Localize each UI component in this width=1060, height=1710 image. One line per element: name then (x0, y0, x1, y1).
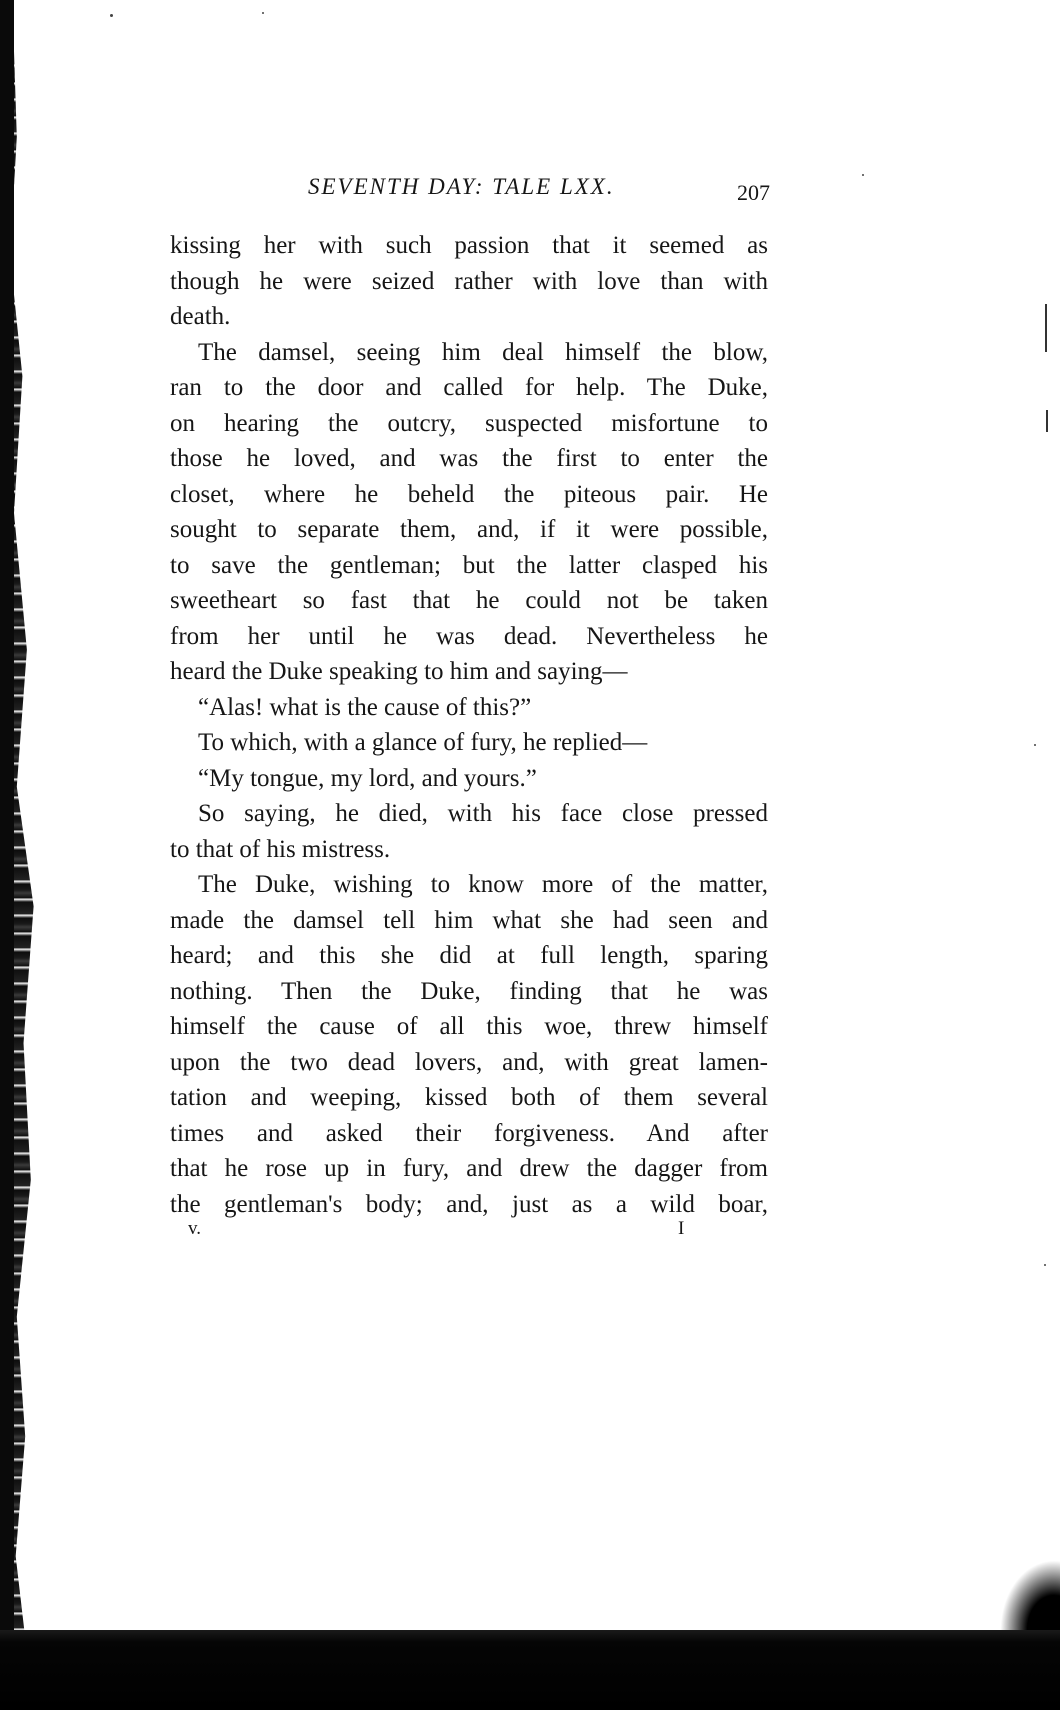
body-text (170, 228, 768, 1222)
text-line: upon the two dead lovers, and, with great lamen- (170, 1048, 768, 1076)
text-line: death. (170, 303, 231, 330)
text-line: heard; and this she did at full length, sparing (170, 942, 768, 969)
text-line: on hearing the outcry, suspected misfortune to (170, 409, 768, 437)
text-line: times and asked their forgiveness. And after (170, 1119, 768, 1147)
signature-mark: v. (188, 1218, 202, 1239)
text-line: sought to separate them, and, if it were possible, (170, 516, 768, 543)
text-line: tation and weeping, kissed both of them several (170, 1084, 768, 1111)
bottom-page-shadow (0, 1630, 1060, 1710)
text-line: though he were seized rather with love than with (170, 267, 768, 295)
text-line: that he rose up in fury, and drew the dagger from (170, 1155, 768, 1182)
dust-speck (1044, 1264, 1046, 1266)
running-title: SEVENTH DAY: TALE LXX. (308, 174, 615, 199)
text-line: sweetheart so fast that he could not be taken (170, 587, 768, 614)
text-line: kissing her with such passion that it seemed as (170, 232, 768, 259)
margin-mark (1045, 304, 1047, 352)
text-line: “My tongue, my lord, and yours.” (198, 764, 537, 792)
text-line: the gentleman's body; and, just as a wild boar, (170, 1190, 768, 1218)
dust-speck (262, 12, 264, 14)
dust-speck (1034, 744, 1036, 746)
text-line: nothing. Then the Duke, finding that he was (170, 977, 768, 1005)
dust-speck (862, 174, 864, 176)
text-line: To which, with a glance of fury, he replied— (198, 729, 648, 756)
corner-shadow (1000, 1560, 1060, 1630)
text-line: made the damsel tell him what she had seen and (170, 906, 768, 934)
signature-number: I (678, 1218, 685, 1239)
binding-gutter (0, 0, 14, 1710)
text-line: The Duke, wishing to know more of the matter, (198, 871, 768, 898)
page-number: 207 (737, 180, 770, 205)
text-line: himself the cause of all this woe, threw himself (170, 1013, 768, 1040)
text-line: closet, where he beheld the piteous pair. He (170, 480, 768, 508)
margin-mark (1046, 410, 1048, 432)
text-line: The damsel, seeing him deal himself the blow, (198, 338, 768, 366)
text-line: to save the gentleman; but the latter clasped his (170, 551, 768, 579)
text-line: “Alas! what is the cause of this?” (198, 693, 532, 721)
text-line: from her until he was dead. Nevertheless he (170, 622, 768, 650)
signature-line (170, 1218, 768, 1248)
text-line: heard the Duke speaking to him and saying— (170, 658, 628, 685)
text-line: those he loved, and was the first to enter the (170, 445, 768, 472)
dust-speck (110, 14, 113, 17)
running-head (170, 174, 770, 214)
text-line: to that of his mistress. (170, 835, 391, 863)
text-line: So saying, he died, with his face close pressed (198, 800, 768, 827)
text-line: ran to the door and called for help. The Duke, (170, 374, 768, 401)
